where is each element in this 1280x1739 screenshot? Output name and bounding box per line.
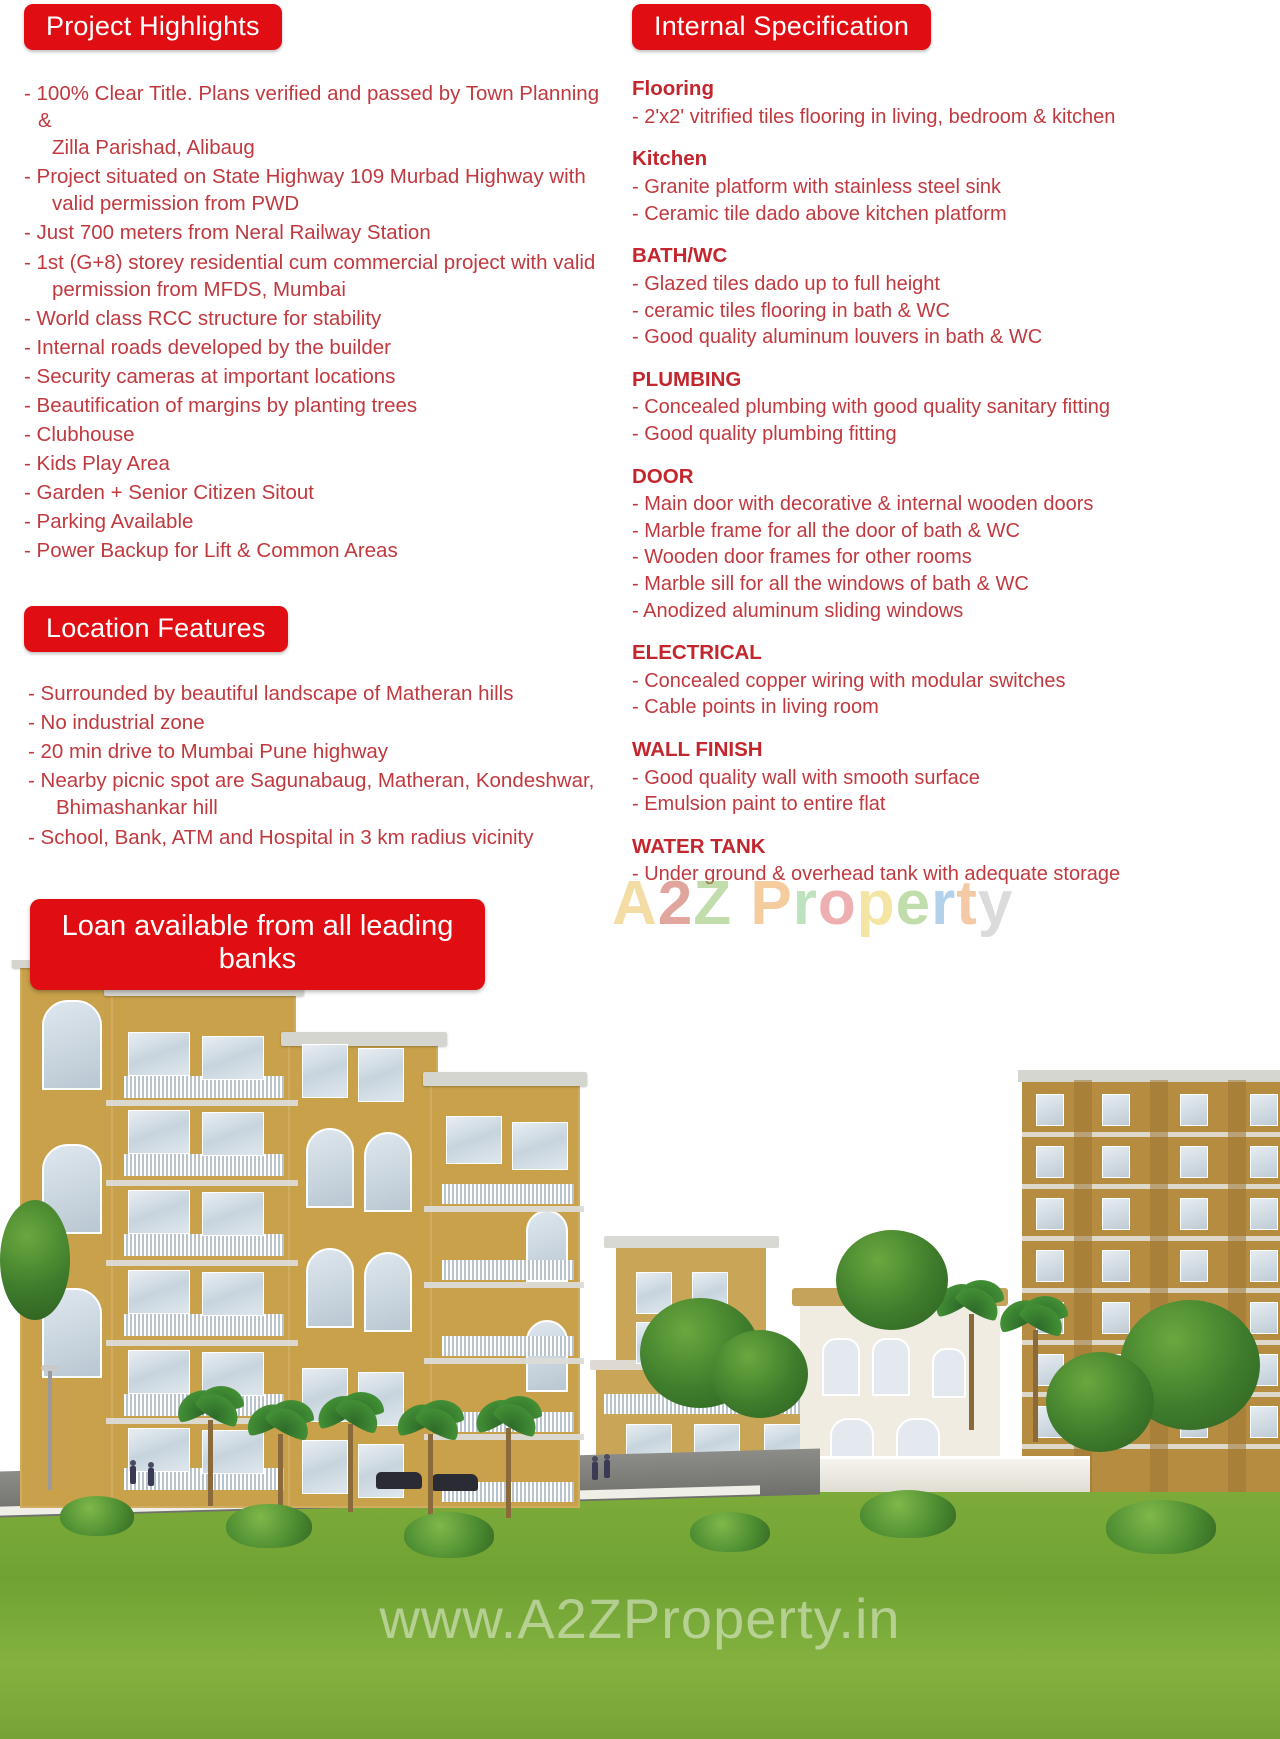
- list-item: - Surrounded by beautiful landscape of Matheran hills: [28, 682, 514, 706]
- spec-group-list: [632, 765, 1252, 818]
- list-item-continuation: permission from MFDS, Mumbai: [52, 277, 346, 301]
- spec-group-title: PLUMBING: [632, 367, 742, 391]
- pedestrian: [592, 1462, 598, 1480]
- tree: [712, 1330, 808, 1418]
- list-item: - Beautification of margins by planting trees: [24, 393, 418, 417]
- shrub: [690, 1512, 770, 1552]
- list-item-continuation: Bhimashankar hill: [56, 796, 218, 820]
- list-item: - Cable points in living room: [632, 696, 879, 719]
- list-item: - 20 min drive to Mumbai Pune highway: [28, 740, 389, 764]
- lawn-ground: [0, 1492, 1280, 1739]
- spec-group-title: WATER TANK: [632, 834, 766, 858]
- spec-group-list: [632, 668, 1252, 721]
- tree: [1046, 1352, 1154, 1452]
- internal-specification-header: [632, 4, 1252, 50]
- list-item: - Anodized aluminum sliding windows: [632, 599, 964, 622]
- list-item: - 1st (G+8) storey residential cum commercial project with valid permission from MFDS, Mumbai: [24, 249, 614, 303]
- pedestrian: [148, 1468, 154, 1486]
- spec-group-list: [632, 861, 1252, 888]
- spec-group-title: Kitchen: [632, 147, 708, 171]
- spec-group-list: [632, 271, 1252, 351]
- project-highlights-header: [24, 4, 614, 50]
- project-highlights-title: Project Highlights: [24, 4, 282, 50]
- list-item: - Clubhouse: [24, 422, 135, 446]
- list-item: - No industrial zone: [28, 711, 205, 735]
- shrub: [60, 1496, 134, 1536]
- list-item: - ceramic tiles flooring in bath & WC: [632, 299, 950, 322]
- spec-group-list: [632, 104, 1252, 131]
- list-item: - Nearby picnic spot are Sagunabaug, Matheran, Kondeshwar, Bhimashankar hill: [28, 767, 614, 821]
- list-item: - School, Bank, ATM and Hospital in 3 km radius vicinity: [28, 825, 534, 849]
- spec-group: [632, 737, 1252, 818]
- tree: [0, 1200, 70, 1320]
- spec-group-list: [632, 491, 1252, 624]
- list-item: - Parking Available: [24, 509, 194, 533]
- list-item: - Project situated on State Highway 109 Murbad Highway with valid permission from PWD: [24, 163, 614, 217]
- palm-tree: [478, 1396, 538, 1518]
- location-features-title: Location Features: [24, 606, 288, 652]
- palm-tree: [180, 1386, 240, 1506]
- right-column: [632, 0, 1252, 904]
- shrub: [226, 1504, 312, 1548]
- list-item: - Main door with decorative & internal wooden doors: [632, 493, 1094, 516]
- list-item: - 100% Clear Title. Plans verified and passed by Town Planning & Zilla Parishad, Alibaug: [24, 80, 614, 161]
- list-item-continuation: valid permission from PWD: [52, 192, 300, 216]
- spec-group: [632, 834, 1252, 888]
- spec-group-list: [632, 174, 1252, 227]
- internal-specification-title: Internal Specification: [632, 4, 931, 50]
- list-item: - Internal roads developed by the builder: [24, 335, 391, 359]
- palm-tree: [940, 1280, 1002, 1430]
- palm-tree: [250, 1400, 310, 1514]
- list-item: - Ceramic tile dado above kitchen platform: [632, 202, 1007, 225]
- spec-group: [632, 367, 1252, 448]
- tree: [836, 1230, 948, 1330]
- list-item: - Good quality wall with smooth surface: [632, 766, 980, 789]
- list-item: - Marble sill for all the windows of bath & WC: [632, 572, 1029, 595]
- list-item: - Marble frame for all the door of bath & WC: [632, 519, 1020, 542]
- shrub: [860, 1490, 956, 1538]
- internal-specification-groups: [632, 76, 1252, 888]
- spec-group-title: Flooring: [632, 77, 714, 101]
- list-item: - Emulsion paint to entire flat: [632, 793, 886, 816]
- spec-group-list: [632, 394, 1252, 447]
- list-item: - Concealed copper wiring with modular switches: [632, 669, 1066, 692]
- pedestrian: [130, 1466, 136, 1484]
- left-column: [24, 0, 614, 990]
- list-item: - Concealed plumbing with good quality sanitary fitting: [632, 396, 1111, 419]
- street-lamp: [48, 1370, 52, 1490]
- spec-group: [632, 243, 1252, 350]
- loan-banner: Loan available from all leading banks: [30, 899, 485, 990]
- list-item-continuation: Zilla Parishad, Alibaug: [52, 136, 255, 160]
- spec-group: [632, 146, 1252, 227]
- list-item: - Under ground & overhead tank with adequate storage: [632, 863, 1121, 886]
- list-item: - 2'x2' vitrified tiles flooring in living, bedroom & kitchen: [632, 105, 1116, 128]
- project-rendering-photo: [0, 900, 1280, 1739]
- pedestrian: [604, 1460, 610, 1478]
- spec-group: [632, 464, 1252, 625]
- location-features-list: [24, 680, 614, 850]
- list-item: - World class RCC structure for stability: [24, 306, 382, 330]
- list-item: - Good quality aluminum louvers in bath & WC: [632, 326, 1043, 349]
- list-item: - Good quality plumbing fitting: [632, 422, 897, 445]
- shrub: [404, 1512, 494, 1558]
- location-features-header: [24, 606, 614, 652]
- spec-group-title: WALL FINISH: [632, 737, 763, 761]
- list-item: - Garden + Senior Citizen Sitout: [24, 480, 314, 504]
- shrub: [1106, 1500, 1216, 1554]
- spec-group-title: BATH/WC: [632, 244, 728, 268]
- list-item: - Glazed tiles dado up to full height: [632, 272, 940, 295]
- loan-banner-wrap: [24, 899, 614, 990]
- list-item: - Kids Play Area: [24, 451, 170, 475]
- right-background-tower: [1022, 1080, 1280, 1510]
- bottom-watermark: www.A2ZProperty.in: [379, 1587, 901, 1650]
- list-item: - Granite platform with stainless steel sink: [632, 176, 1002, 199]
- list-item: - Wooden door frames for other rooms: [632, 546, 972, 569]
- list-item: - Security cameras at important locations: [24, 364, 396, 388]
- list-item: - Power Backup for Lift & Common Areas: [24, 538, 398, 562]
- a2z-property-watermark: A2Z Property: [612, 869, 1014, 938]
- palm-tree: [400, 1400, 460, 1518]
- palm-tree: [320, 1392, 380, 1512]
- spec-group-title: DOOR: [632, 464, 694, 488]
- list-item: - Just 700 meters from Neral Railway Station: [24, 221, 431, 245]
- spec-group: [632, 640, 1252, 721]
- project-highlights-list: [24, 80, 614, 564]
- spec-group: [632, 76, 1252, 130]
- spec-group-title: ELECTRICAL: [632, 641, 762, 665]
